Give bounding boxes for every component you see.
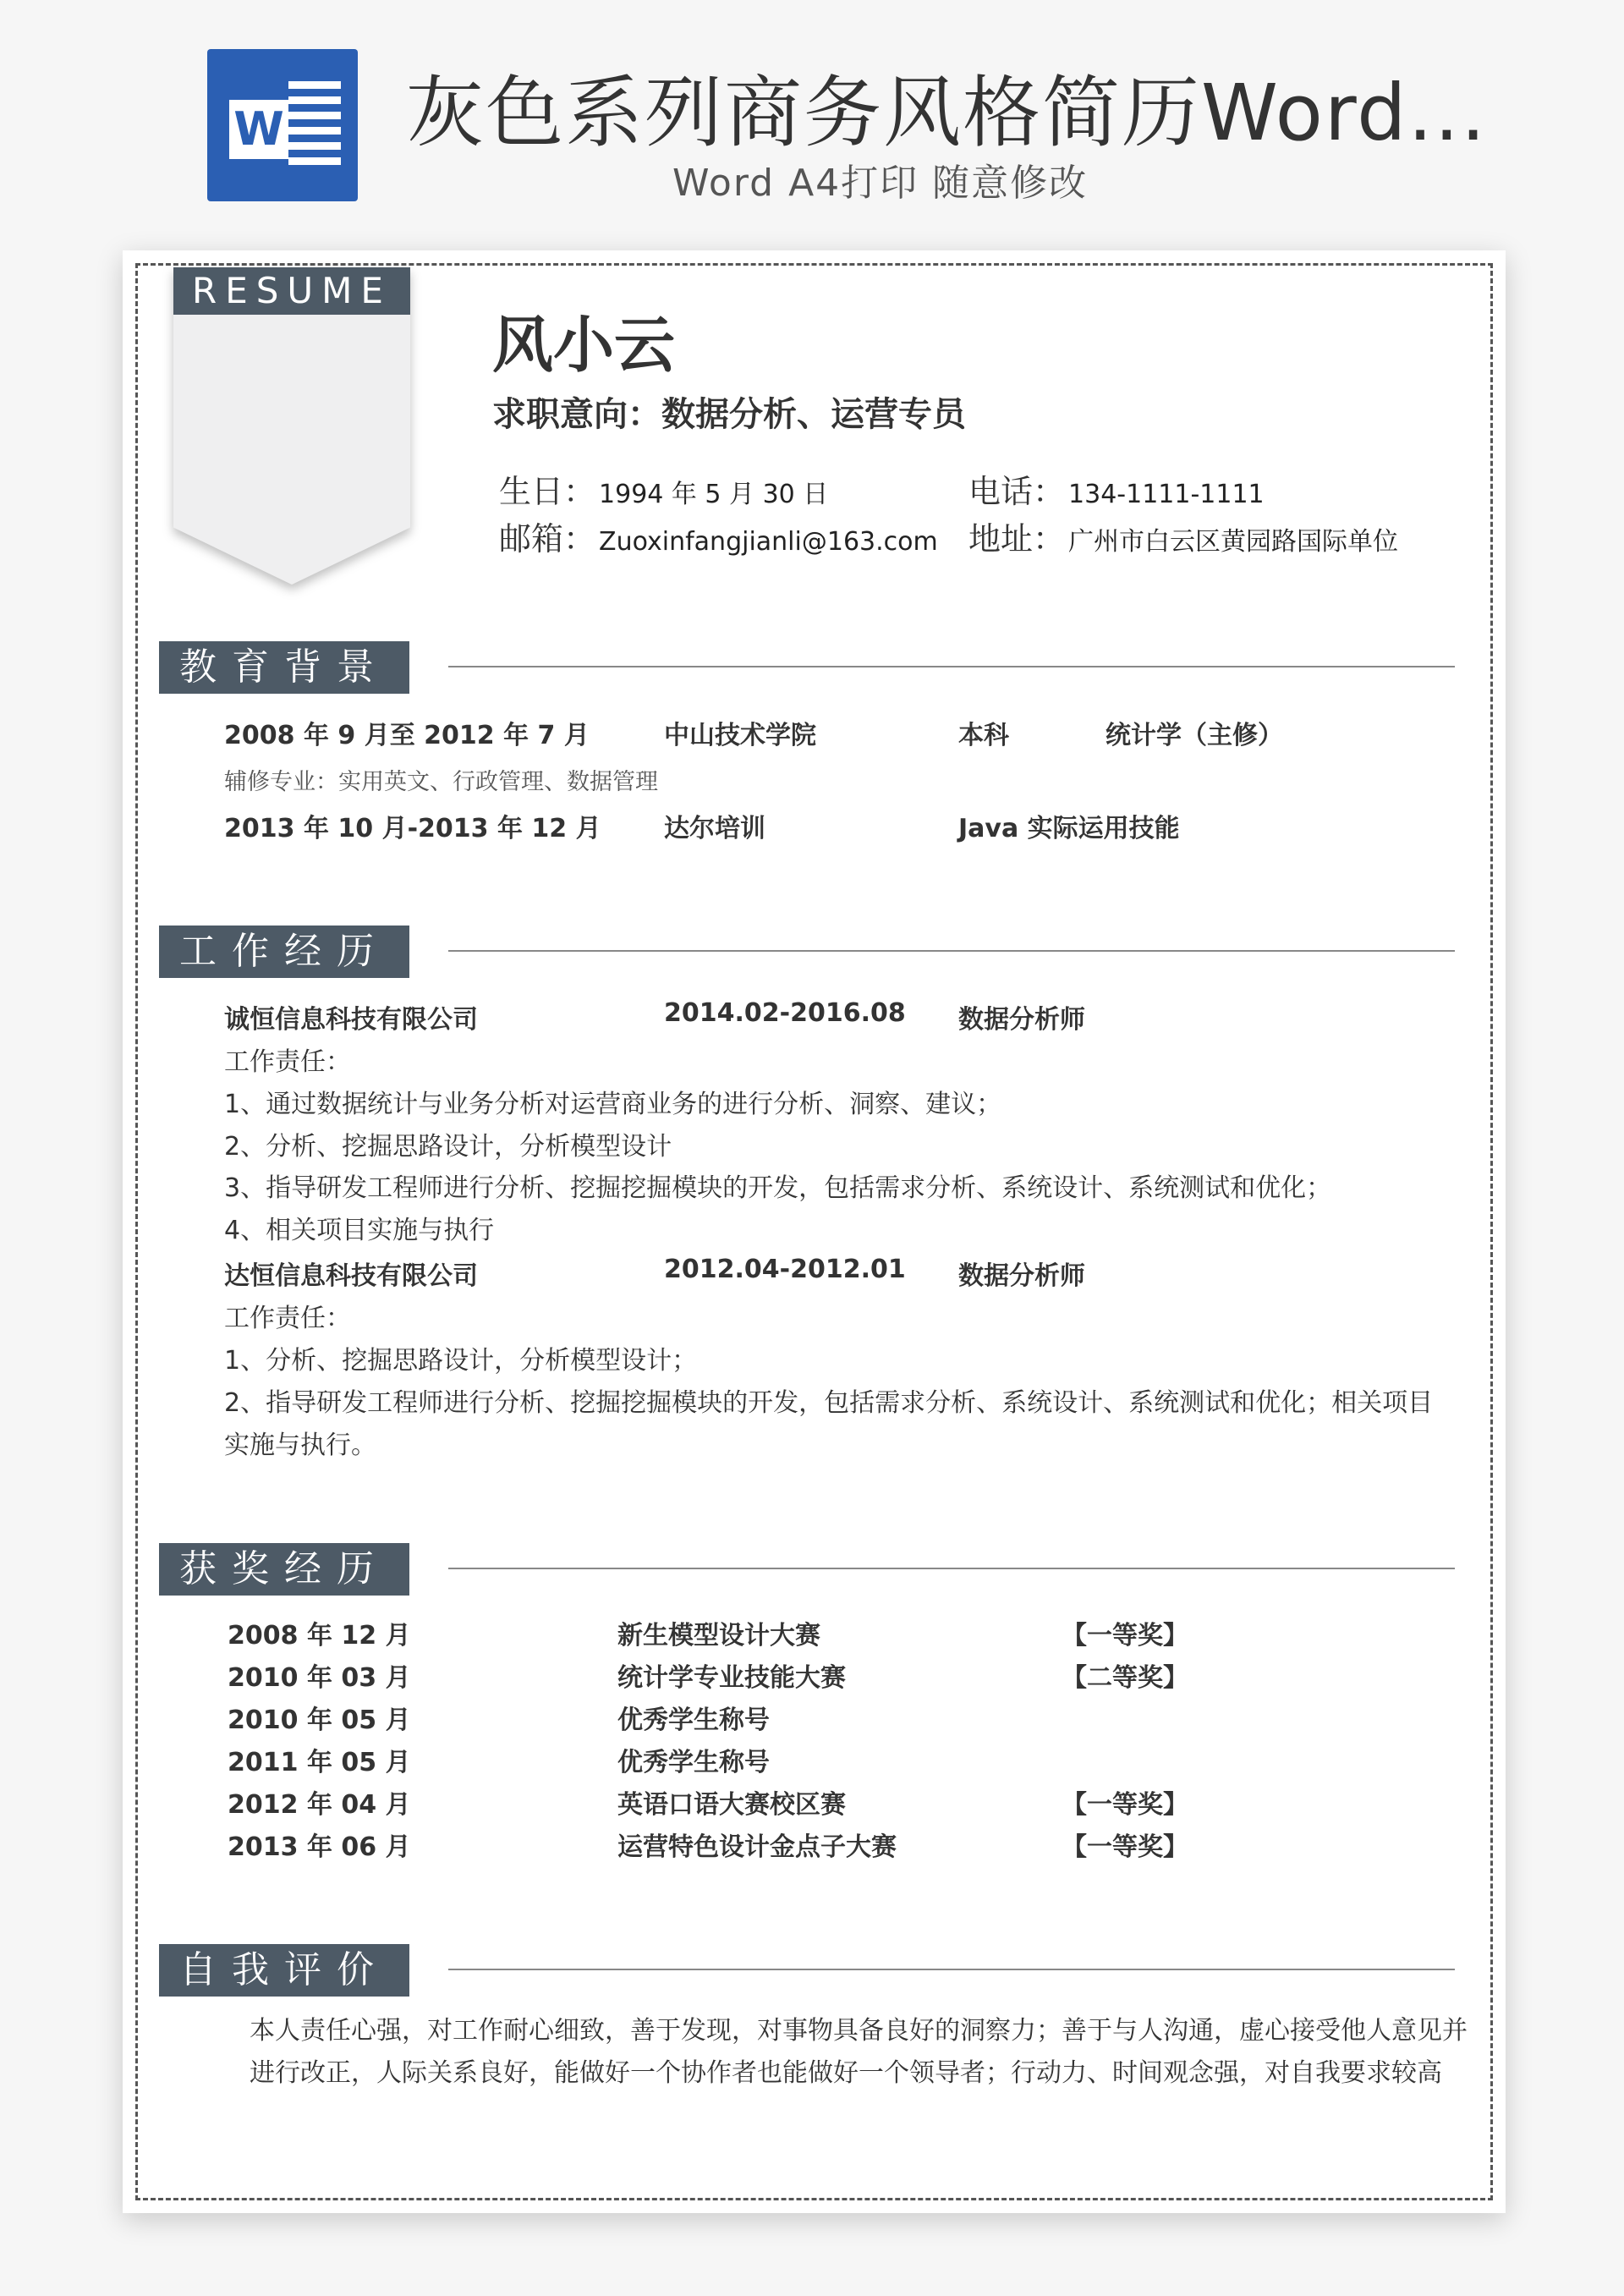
awards-divider [448,1568,1455,1569]
job-period: 2012.04-2012.01 [664,1255,906,1284]
edu-date: 2013 年 10 月-2013 年 12 月 [224,814,601,843]
award-prize: 【二等奖】 [1062,1663,1188,1693]
education-heading: 教育背景 [159,641,409,694]
duty-item: 3、指导研发工程师进行分析、挖掘挖掘模块的开发，包括需求分析、系统设计、系统测试和优化； [224,1173,1332,1203]
duty-label: 工作责任： [224,1304,351,1333]
edu-date: 2008 年 9 月至 2012 年 7 月 [224,721,590,750]
resume-page [123,250,1506,2213]
duty-item: 1、分析、挖掘思路设计，分析模型设计； [224,1346,698,1376]
self-eval-line: 进行改正，人际关系良好，能做好一个协作者也能做好一个领导者；行动力、时间观念强，对自我要求较高 [250,2058,1442,2088]
award-prize: 【一等奖】 [1062,1832,1188,1862]
document-lines-graphic [288,81,341,173]
job-period: 2014.02-2016.08 [664,998,906,1028]
self-eval-line: 本人责任心强，对工作耐心细致，善于发现，对事物具备良好的洞察力；善于与人沟通，虚心接受他人意见并 [250,2016,1468,2046]
award-name: 运营特色设计金点子大赛 [617,1832,897,1862]
award-prize: 【一等奖】 [1062,1790,1188,1820]
edu-major: 统计学（主修） [1106,721,1283,750]
awards-heading: 获奖经历 [159,1543,409,1596]
award-date: 2010 年 05 月 [228,1706,411,1735]
award-date: 2012 年 04 月 [228,1790,411,1820]
phone-info [968,465,1265,512]
award-date: 2010 年 03 月 [228,1663,411,1693]
duty-label: 工作责任： [224,1047,351,1077]
email-info [499,513,938,559]
duty-item: 2、指导研发工程师进行分析、挖掘挖掘模块的开发，包括需求分析、系统设计、系统测试和优化；相关项目 [224,1388,1434,1418]
award-date: 2008 年 12 月 [228,1621,411,1651]
award-date: 2013 年 06 月 [228,1832,411,1862]
banner-title: 灰色系列商务风格简历Word... [406,68,1488,158]
word-app-icon [207,49,358,201]
edu-degree: Java 实际运用技能 [958,814,1180,843]
word-logo-letter: W [229,100,288,159]
duty-item: 4、相关项目实施与执行 [224,1216,495,1245]
banner-subtitle: Word A4打印 随意修改 [672,162,1089,205]
phone-value: 134-1111-1111 [1068,480,1265,509]
edu-degree: 本科 [958,721,1009,750]
education-divider [448,666,1455,667]
self-eval-text [250,2010,1476,2095]
work-divider [448,950,1455,952]
birth-value: 1994 年 5 月 30 日 [599,480,829,509]
duty-item: 2、分析、挖掘思路设计，分析模型设计 [224,1132,672,1162]
phone-label: 电话： [968,473,1066,510]
award-name: 统计学专业技能大赛 [617,1663,846,1693]
resume-tag: RESUME [173,267,410,315]
award-name: 新生模型设计大赛 [617,1621,820,1651]
edu-school: 中山技术学院 [664,721,816,750]
job-intent: 求职意向：数据分析、运营专员 [492,395,966,434]
birth-info [499,465,828,512]
email-value: Zuoxinfangjianli@163.com [599,527,938,557]
work-heading: 工作经历 [159,926,409,978]
award-name: 优秀学生称号 [617,1748,770,1777]
self-eval-heading: 自我评价 [159,1944,409,1997]
duty-item: 实施与执行。 [224,1431,376,1460]
award-name: 英语口语大赛校区赛 [617,1790,846,1820]
address-info [968,513,1398,559]
award-prize: 【一等奖】 [1062,1621,1188,1651]
candidate-name: 风小云 [492,310,676,381]
job-company: 诚恒信息科技有限公司 [224,1005,478,1035]
duty-item: 1、通过数据统计与业务分析对运营商业务的进行分析、洞察、建议； [224,1090,1002,1119]
birth-label: 生日： [499,473,596,510]
edu-school: 达尔培训 [664,814,765,843]
award-name: 优秀学生称号 [617,1706,770,1735]
address-label: 地址： [968,520,1066,558]
award-date: 2011 年 05 月 [228,1748,411,1777]
edu-minor: 辅修专业：实用英文、行政管理、数据管理 [224,769,658,795]
email-label: 邮箱： [499,520,596,558]
photo-ribbon [173,267,410,593]
job-title: 数据分析师 [958,1005,1085,1035]
job-company: 达恒信息科技有限公司 [224,1261,478,1291]
address-value: 广州市白云区黄园路国际单位 [1068,527,1399,557]
job-title: 数据分析师 [958,1261,1085,1291]
self-eval-divider [448,1969,1455,1970]
